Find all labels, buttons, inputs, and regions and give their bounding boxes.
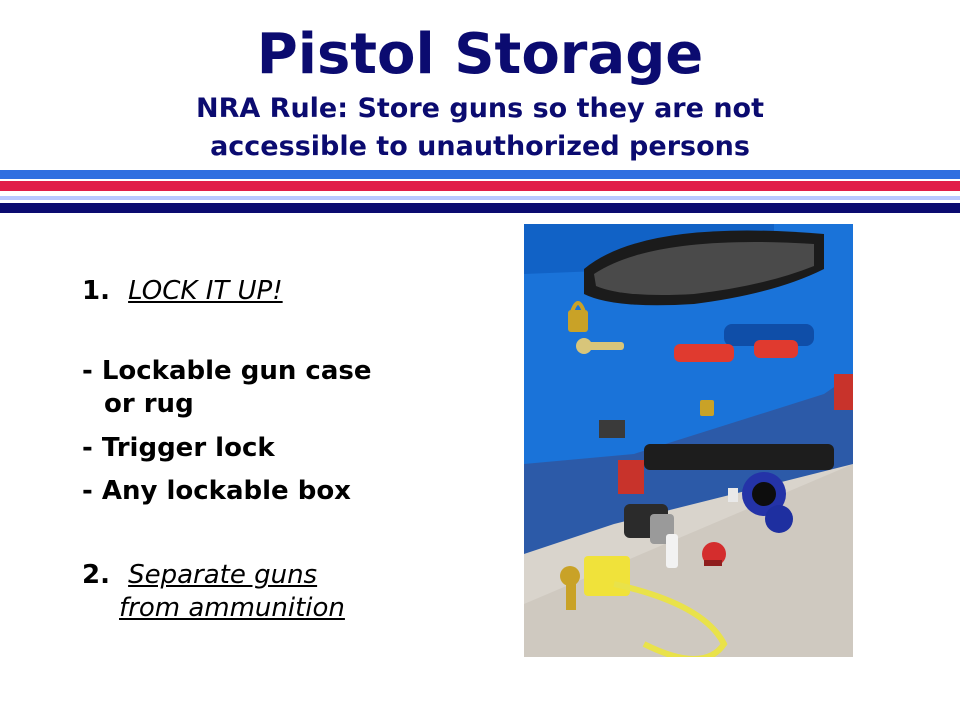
bullet-1-line-1: - Lockable gun case xyxy=(82,356,372,386)
stripe-blue xyxy=(0,170,960,179)
bullet-1-line-2: or rug xyxy=(104,389,194,419)
item-1-number: 1. xyxy=(82,276,110,306)
stripe-light-blue xyxy=(0,196,960,200)
gun-case-photo xyxy=(524,224,853,657)
slide-title: Pistol Storage xyxy=(256,22,704,87)
stripe-red xyxy=(0,181,960,191)
bullet-2: - Trigger lock xyxy=(82,433,275,463)
item-2-number: 2. xyxy=(82,560,110,590)
item-1-text: LOCK IT UP! xyxy=(128,276,283,306)
subtitle-line-2: accessible to unauthorized persons xyxy=(210,131,750,162)
item-1 xyxy=(82,276,283,306)
item-2-text-2: from ammunition xyxy=(119,593,345,623)
item-2-text-1: Separate guns xyxy=(128,560,318,590)
slide-subtitle xyxy=(0,90,960,166)
bullet-3: - Any lockable box xyxy=(82,476,351,506)
subtitle-line-1: NRA Rule: Store guns so they are not xyxy=(195,93,764,124)
item-2-line-2 xyxy=(119,593,345,623)
item-2-line-1 xyxy=(82,560,317,590)
stripe-navy xyxy=(0,203,960,213)
